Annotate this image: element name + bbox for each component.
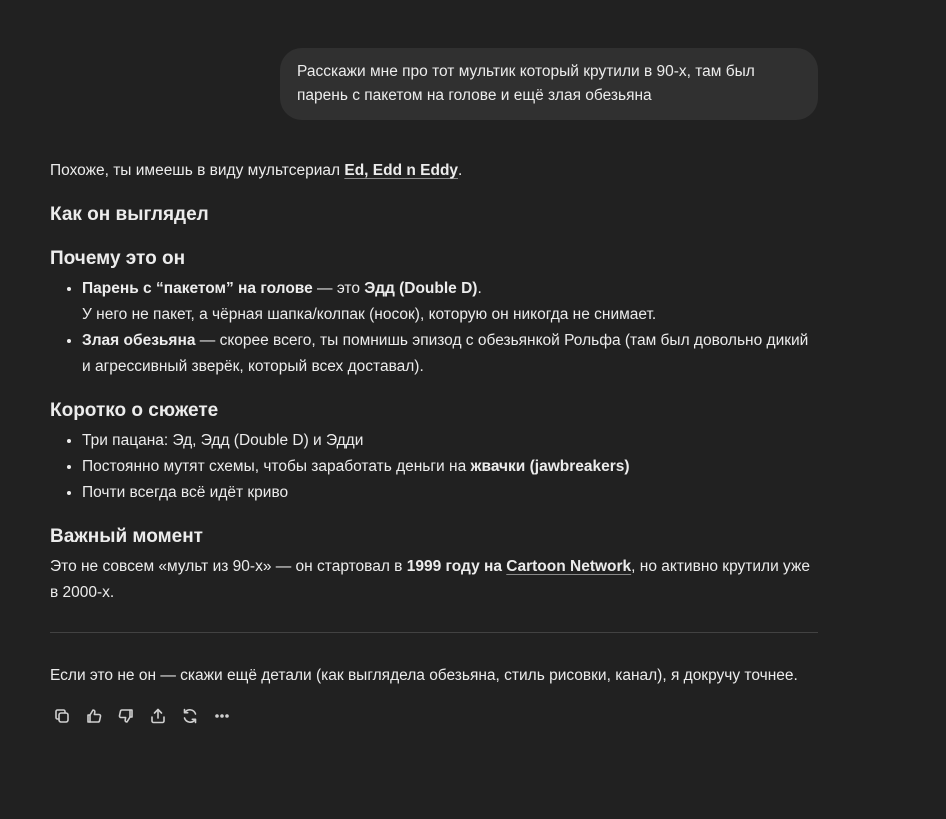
plot-item-text: Три пацана: Эд, Эдд (Double D) и Эдди bbox=[82, 432, 364, 449]
share-button[interactable] bbox=[146, 704, 170, 728]
regenerate-button[interactable] bbox=[178, 704, 202, 728]
heading-why: Почему это он bbox=[50, 248, 186, 269]
closing-paragraph: Если это не он — скажи ещё детали (как выглядела обезьяна, стиль рисовки, канал), я докручу точнее. bbox=[50, 667, 798, 684]
list-item bbox=[82, 454, 818, 480]
thumbs-down-icon bbox=[117, 707, 135, 725]
why-item-bold: Парень с “пакетом” на голове bbox=[82, 280, 313, 297]
heading-plot: Коротко о сюжете bbox=[50, 400, 219, 421]
intro-text: Похоже, ты имеешь в виду мультсериал bbox=[50, 162, 345, 179]
plot-item-text: Почти всегда всё идёт криво bbox=[82, 484, 289, 501]
assistant-response bbox=[50, 158, 818, 689]
why-item-end: . bbox=[477, 280, 482, 297]
why-item-text: — скорее всего, ты помнишь эпизод с обезьянкой Рольфа (там был довольно дикий и агрессивный зверёк, который всех доставал). bbox=[82, 332, 809, 375]
important-bold: 1999 году на bbox=[406, 558, 507, 575]
list-item bbox=[82, 480, 818, 506]
thumbs-up-button[interactable] bbox=[82, 704, 106, 728]
why-list bbox=[50, 276, 818, 380]
thumbs-down-button[interactable] bbox=[114, 704, 138, 728]
more-icon bbox=[213, 707, 231, 725]
why-item-bold: Злая обезьяна bbox=[82, 332, 196, 349]
message-actions bbox=[50, 704, 234, 728]
intro-paragraph bbox=[50, 158, 818, 184]
more-button[interactable] bbox=[210, 704, 234, 728]
why-item-line2: У него не пакет, а чёрная шапка/колпак (носок), которую он никогда не снимает. bbox=[82, 306, 657, 323]
show-link[interactable]: Ed, Edd n Eddy bbox=[344, 162, 459, 179]
why-item-text: — это bbox=[312, 280, 365, 297]
list-item bbox=[82, 428, 818, 454]
copy-button[interactable] bbox=[50, 704, 74, 728]
important-text: Это не совсем «мульт из 90-х» — он стартовал в bbox=[50, 558, 407, 575]
why-item-bold2: Эдд (Double D) bbox=[364, 280, 478, 297]
regenerate-icon bbox=[181, 707, 199, 725]
heading-important: Важный момент bbox=[50, 526, 203, 547]
plot-item-bold: жвачки (jawbreakers) bbox=[470, 458, 630, 475]
user-message-bubble bbox=[280, 48, 818, 120]
copy-icon bbox=[53, 707, 71, 725]
important-paragraph bbox=[50, 554, 818, 606]
thumbs-up-icon bbox=[85, 707, 103, 725]
list-item bbox=[82, 276, 818, 328]
list-item bbox=[82, 328, 818, 380]
heading-look: Как он выглядел bbox=[50, 204, 209, 225]
plot-list bbox=[50, 428, 818, 506]
user-message-text: Расскажи мне про тот мультик который крутили в 90-х, там был парень с пакетом на голове и ещё злая обезьяна bbox=[297, 63, 755, 104]
plot-item-text: Постоянно мутят схемы, чтобы заработать деньги на bbox=[82, 458, 471, 475]
cartoon-network-link[interactable]: Cartoon Network bbox=[506, 558, 632, 575]
share-icon bbox=[149, 707, 167, 725]
intro-end: . bbox=[458, 162, 463, 179]
important-text-end: , но активно крутили уже в 2000-х. bbox=[50, 558, 810, 601]
divider bbox=[50, 632, 818, 633]
